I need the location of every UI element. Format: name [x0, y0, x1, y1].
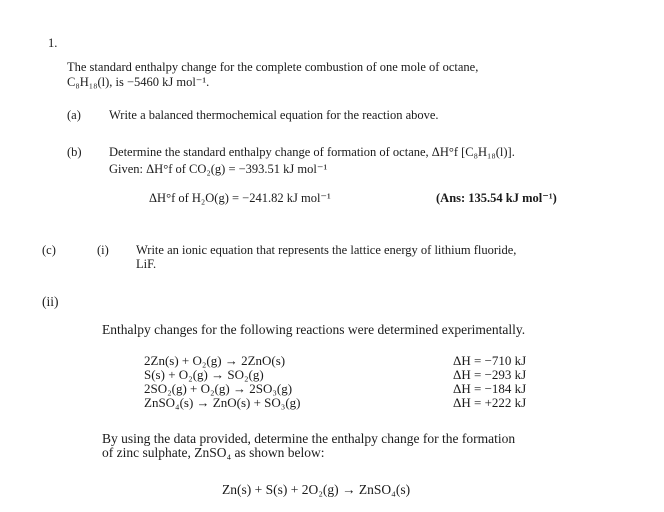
part-a-label: (a)	[67, 108, 81, 122]
reaction-2-dh: ΔH = −293 kJ	[453, 367, 527, 382]
reaction-3-dh: ΔH = −184 kJ	[453, 381, 527, 396]
part-b-given-1: Given: ΔH°f of CO₂(g) = −393.51 kJ mol⁻¹	[109, 162, 328, 176]
part-b-answer: (Ans: 135.54 kJ mol⁻¹)	[436, 191, 557, 205]
part-c-label: (c)	[42, 243, 56, 257]
target-equation: Zn(s) + S(s) + 2O₂(g) → ZnSO₄(s)	[222, 482, 411, 497]
part-a-text: Write a balanced thermochemical equation for the reaction above.	[109, 108, 439, 122]
part-c-i-label: (i)	[97, 243, 109, 257]
instruction-line-2: of zinc sulphate, ZnSO₄ as shown below:	[102, 445, 325, 460]
part-b-given-2: ΔH°f of H₂O(g) = −241.82 kJ mol⁻¹	[149, 191, 331, 205]
reaction-4-dh: ΔH = +222 kJ	[453, 395, 527, 410]
part-b-line-1: Determine the standard enthalpy change of formation of octane, ΔH°f [C₈H₁₈(l)].	[109, 145, 515, 159]
part-c-heading: Enthalpy changes for the following reactions were determined experimentally.	[102, 322, 526, 337]
part-b-label: (b)	[67, 145, 82, 159]
intro-line-1: The standard enthalpy change for the complete combustion of one mole of octane,	[67, 60, 479, 74]
reaction-3-equation: 2SO₂(g) + O₂(g) → 2SO₃(g)	[144, 381, 293, 396]
part-c-ii-label: (ii)	[42, 294, 59, 309]
reaction-1-equation: 2Zn(s) + O₂(g) → 2ZnO(s)	[144, 353, 286, 368]
reaction-2-equation: S(s) + O₂(g) → SO₂(g)	[144, 367, 264, 382]
reaction-1-dh: ΔH = −710 kJ	[453, 353, 527, 368]
part-c-i-line-2: LiF.	[136, 257, 157, 271]
instruction-line-1: By using the data provided, determine the enthalpy change for the formation	[102, 431, 516, 446]
reaction-4-equation: ZnSO₄(s) → ZnO(s) + SO₃(g)	[144, 395, 301, 410]
part-c-i-line-1: Write an ionic equation that represents the lattice energy of lithium fluoride,	[136, 243, 517, 257]
question-number: 1.	[48, 36, 58, 50]
intro-line-2: C₈H₁₈(l), is −5460 kJ mol⁻¹.	[67, 75, 210, 89]
